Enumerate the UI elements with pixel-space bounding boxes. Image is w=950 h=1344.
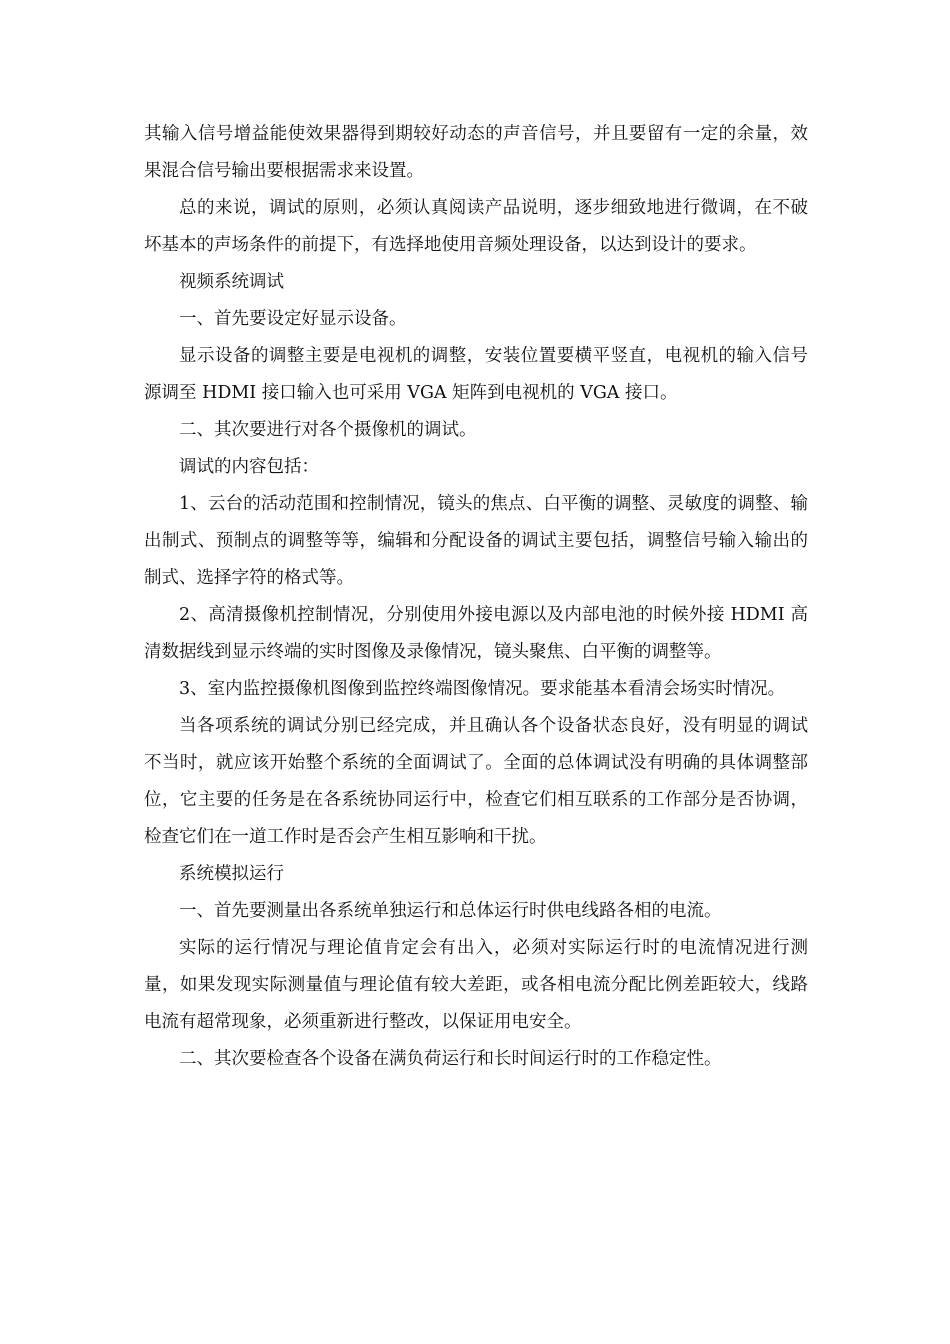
step-display-setup: 一、首先要设定好显示设备。 — [179, 309, 407, 329]
paragraph-summary: 总的来说，调试的原则，必须认真阅读产品说明，逐步细致地进行微调，在不破坏基本的声场条件的前提下，有选择地使用音频处理设备，以达到设计的要求。 — [144, 198, 808, 255]
paragraph-continuation: 其输入信号增益能使效果器得到期较好动态的声音信号，并且要留有一定的余量，效果混合信号输出要根据需求来设置。 — [144, 124, 808, 181]
section-heading-video-debug: 视频系统调试 — [179, 272, 284, 292]
step-current-measure: 一、首先要测量出各系统单独运行和总体运行时供电线路各相的电流。 — [179, 901, 722, 921]
section-heading-simulation: 系统模拟运行 — [179, 864, 284, 884]
list-item-3: 3、室内监控摄像机图像到监控终端图像情况。要求能基本看清会场实时情况。 — [179, 679, 786, 699]
list-item-1: 1、云台的活动范围和控制情况，镜头的焦点、白平衡的调整、灵敏度的调整、输出制式、预制点的调整等等，编辑和分配设备的调试主要包括，调整信号输入输出的制式、选择字符的格式等。 — [144, 494, 808, 588]
paragraph-display-adjust: 显示设备的调整主要是电视机的调整，安装位置要横平竖直，电视机的输入信号源调至 HDMI 接口输入也可采用 VGA 矩阵到电视机的 VGA 接口。 — [144, 346, 808, 403]
document-body — [144, 116, 808, 1078]
step-stability-check: 二、其次要检查各个设备在满负荷运行和长时间运行时的工作稳定性。 — [179, 1049, 722, 1069]
paragraph-content-intro: 调试的内容包括： — [179, 457, 319, 477]
step-camera-debug: 二、其次要进行对各个摄像机的调试。 — [179, 420, 477, 440]
list-item-2: 2、高清摄像机控制情况，分别使用外接电源以及内部电池的时候外接 HDMI 高清数据线到显示终端的实时图像及录像情况，镜头聚焦、白平衡的调整等。 — [144, 605, 808, 662]
paragraph-current-detail: 实际的运行情况与理论值肯定会有出入，必须对实际运行时的电流情况进行测量，如果发现实际测量值与理论值有较大差距，或各相电流分配比例差距较大，线路电流有超常现象，必须重新进行整改，以保证用电安全。 — [144, 938, 808, 1032]
paragraph-overall-debug: 当各项系统的调试分别已经完成，并且确认各个设备状态良好，没有明显的调试不当时，就应该开始整个系统的全面调试了。全面的总体调试没有明确的具体调整部位，它主要的任务是在各系统协同运行中，检查它们相互联系的工作部分是否协调，检查它们在一道工作时是否会产生相互影响和干扰。 — [144, 716, 808, 847]
